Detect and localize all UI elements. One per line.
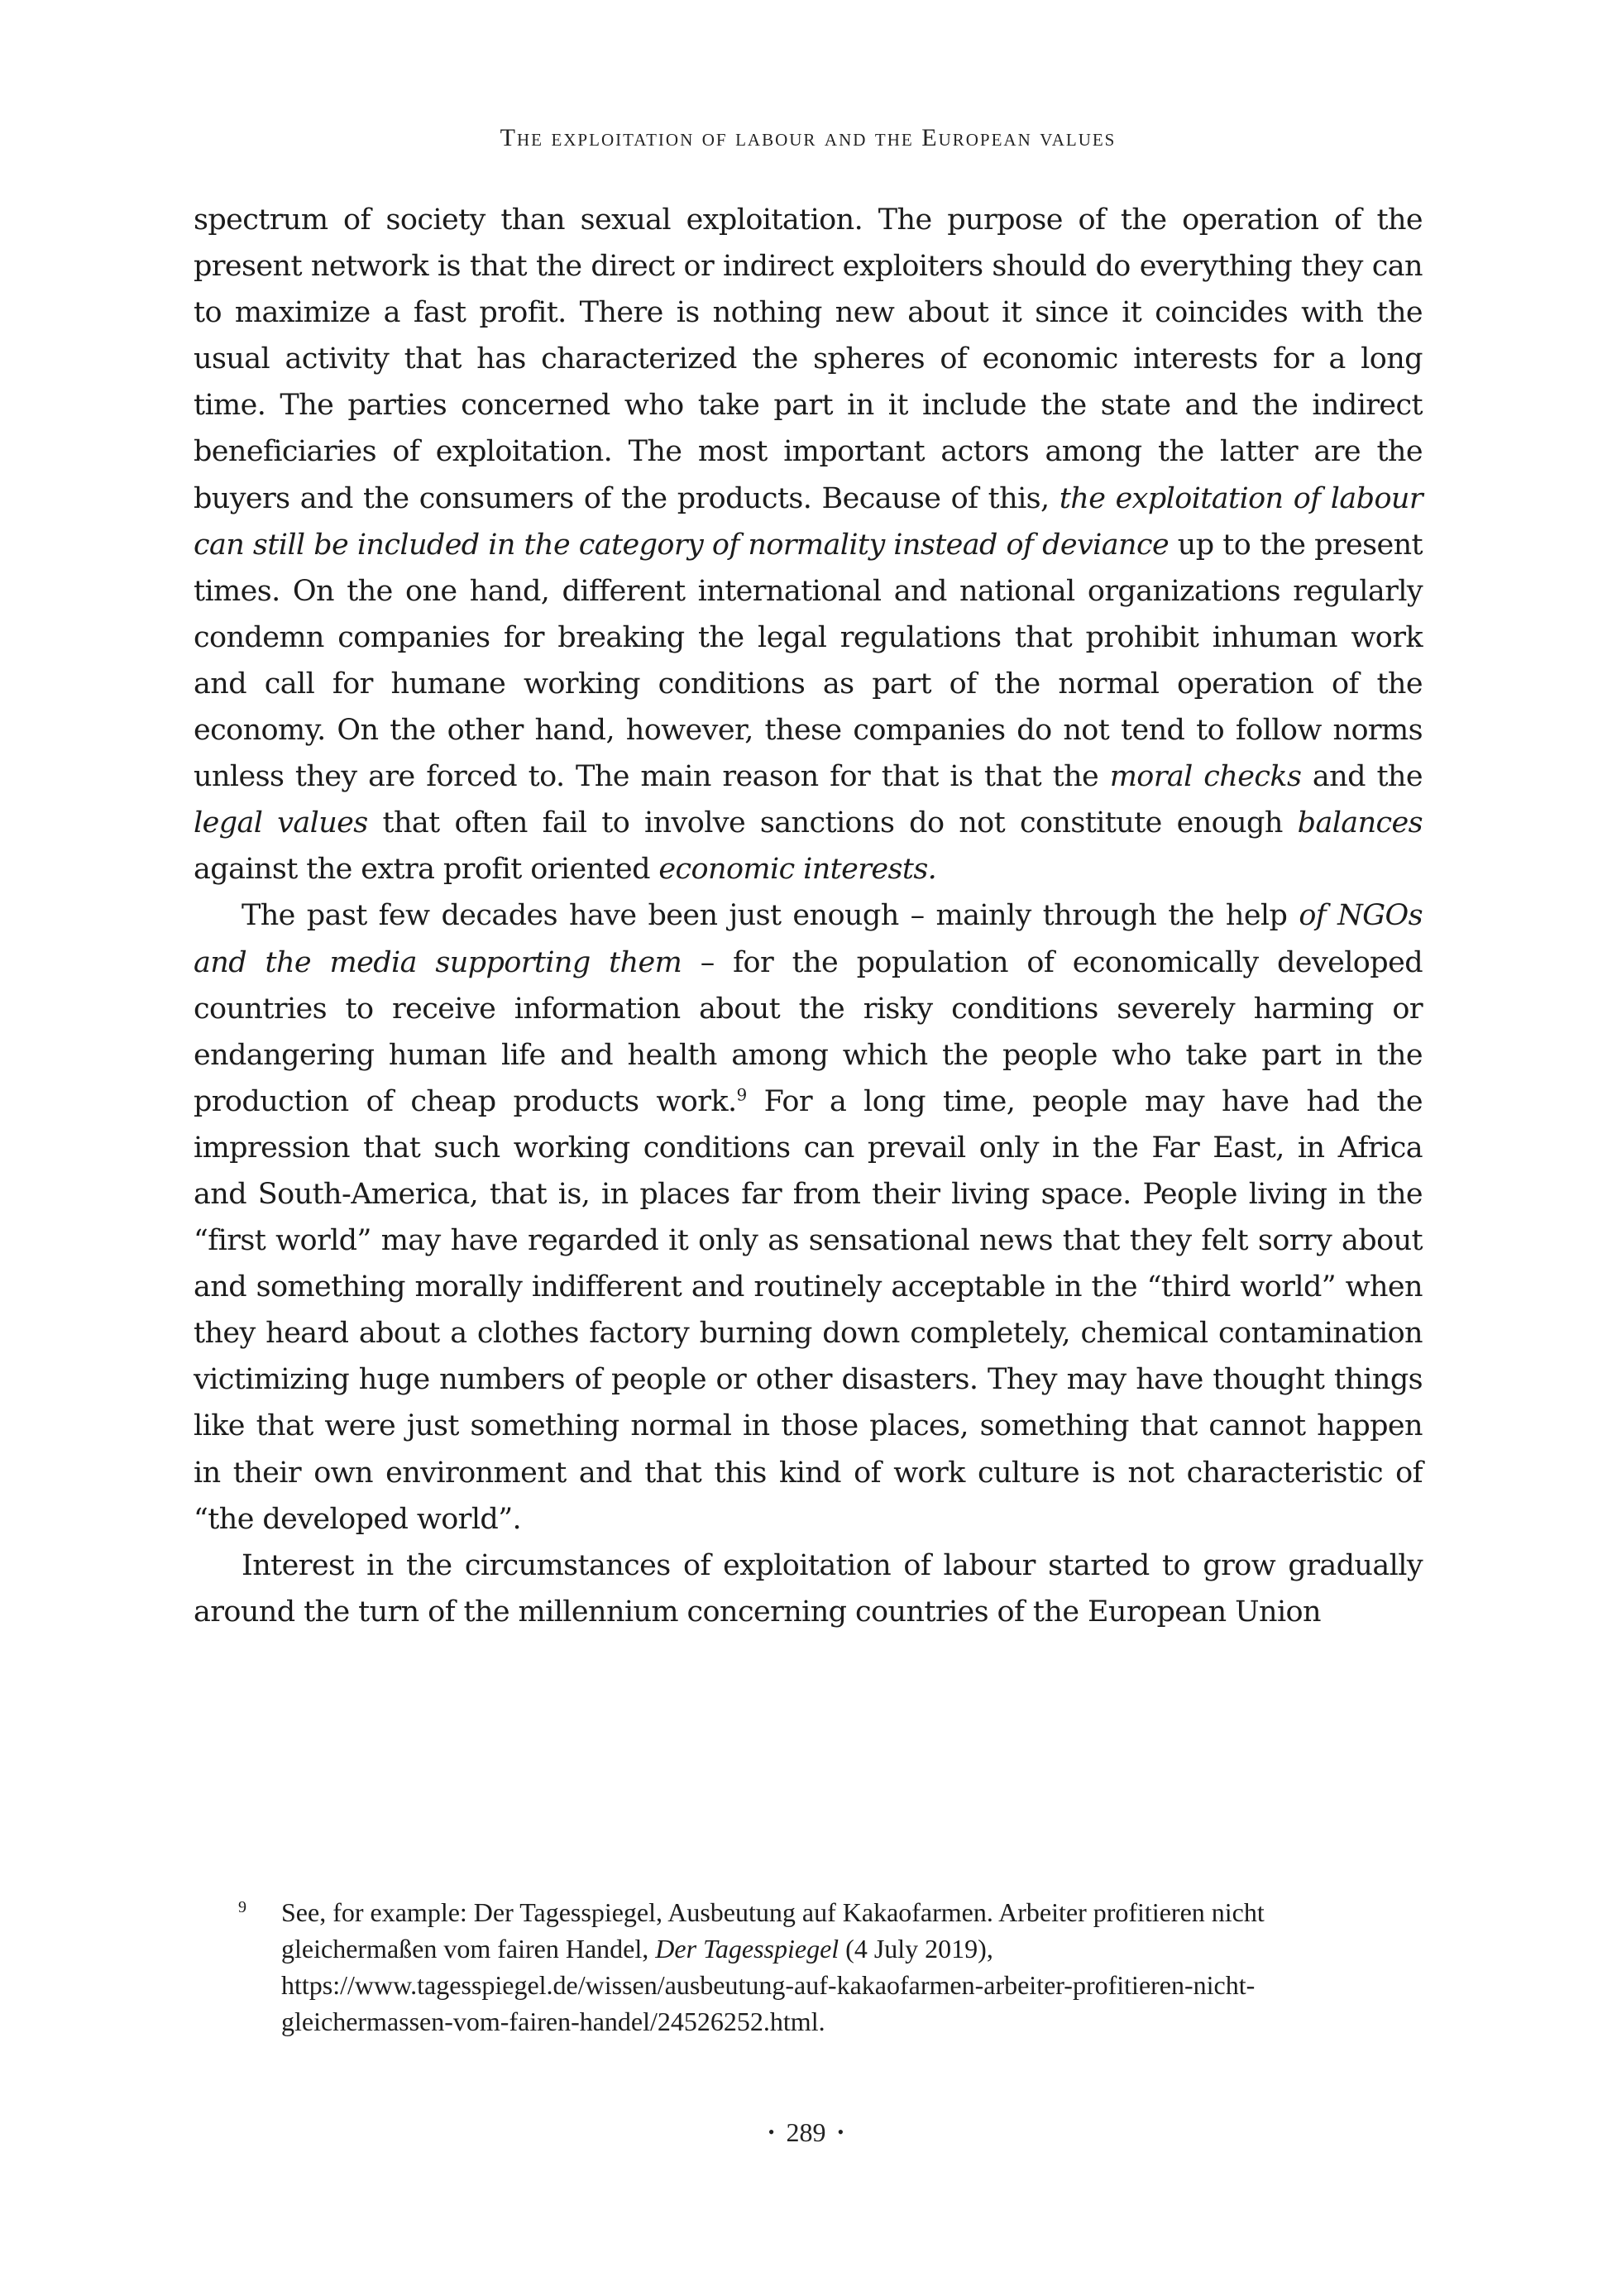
- text-span: spectrum of society than sexual exploitation. The purpose of the operation of the present network is that the direct or indirect exploiters should do everything they can to maximize a fast profit. There is nothing new about it since it coincides with the usual activity that has characterized the spheres of economic interests for a long time. The parties concerned who take part in it include the state and the indirect beneficiaries of exploitation. The most important actors among the latter are the buyers and the consumers of the products. Because of this,: [194, 203, 1423, 515]
- italic-span: of NGOs and the media supporting them: [194, 899, 1423, 979]
- running-head: The exploitation of labour and the European values: [500, 124, 1117, 151]
- italic-span: legal values: [194, 806, 368, 840]
- page-number-value: 289: [786, 2117, 826, 2147]
- text-span: The past few decades have been just enough – mainly through the help: [242, 899, 1299, 933]
- italic-span: economic interests.: [658, 853, 937, 887]
- paragraph-1: [194, 197, 1423, 892]
- text-span: against the extra profit oriented: [194, 853, 659, 887]
- text-span: – for the population of economically developed countries to receive information about the risky conditions severely harming or endangering human life and health among which the people who take part in the production of cheap products work.: [194, 945, 1423, 1118]
- italic-span: balances: [1297, 806, 1423, 840]
- italic-span: moral checks: [1109, 760, 1302, 794]
- text-span: up to the present times. On the one hand, different international and national organizations regularly condemn companies for breaking the legal regulations that prohibit inhuman work and call for humane working conditions as part of the normal operation of the economy. On the other hand, however, these companies do not tend to follow norms unless they are forced to. The main reason for that is that the: [194, 528, 1423, 794]
- bullet-icon: •: [768, 2121, 775, 2142]
- footnote-reference[interactable]: 9: [736, 1084, 747, 1105]
- text-span: For a long time, people may have had the impression that such working conditions can prevail only in the Far East, in Africa and South-America, that is, in places far from their living space. People living in the “first world” may have regarded it only as sensational news that they felt sorry about and something morally indifferent and routinely acceptable in the “third world” when they heard about a clothes factory burning down completely, chemical contamination victimizing huge numbers of people or other disasters. They may have thought things like that were just something normal in those places, something that cannot happen in their own environment and that this kind of work culture is not characteristic of “the developed world”.: [194, 1084, 1423, 1536]
- footnote-number: 9: [238, 1898, 246, 1916]
- italic-span: the exploitation of labour can still be included in the category of normality instead of deviance: [194, 481, 1423, 562]
- bullet-icon: •: [837, 2121, 844, 2142]
- text-span: and the: [1301, 760, 1423, 794]
- text-span: that often fail to involve sanctions do not constitute enough: [367, 806, 1298, 840]
- footnote-text: [281, 1894, 1424, 2040]
- italic-span: Der Tagesspiegel: [655, 1934, 839, 1964]
- footnote-url[interactable]: (4 July 2019), https://www.tagesspiegel.de/wissen/ausbeutung-auf-kakaofarmen-arbeiter-profitieren-nicht-gleichermassen-vom-fairen-handel/24526252.html.: [281, 1934, 1256, 2036]
- page-number: [0, 2117, 1612, 2148]
- text-span: See, for example: Der Tagesspiegel, Ausbeutung auf Kakaofarmen. Arbeiter profitieren nicht gleichermaßen vom fairen Handel,: [281, 1897, 1265, 1964]
- text-span: Interest in the circumstances of exploitation of labour started to grow gradually around the turn of the millennium concerning countries of the European Union: [194, 1548, 1423, 1629]
- paragraph-3: [194, 1543, 1423, 1635]
- paragraph-2: [194, 892, 1423, 1542]
- footnote: [240, 1894, 1424, 2040]
- body-text: [194, 197, 1423, 1635]
